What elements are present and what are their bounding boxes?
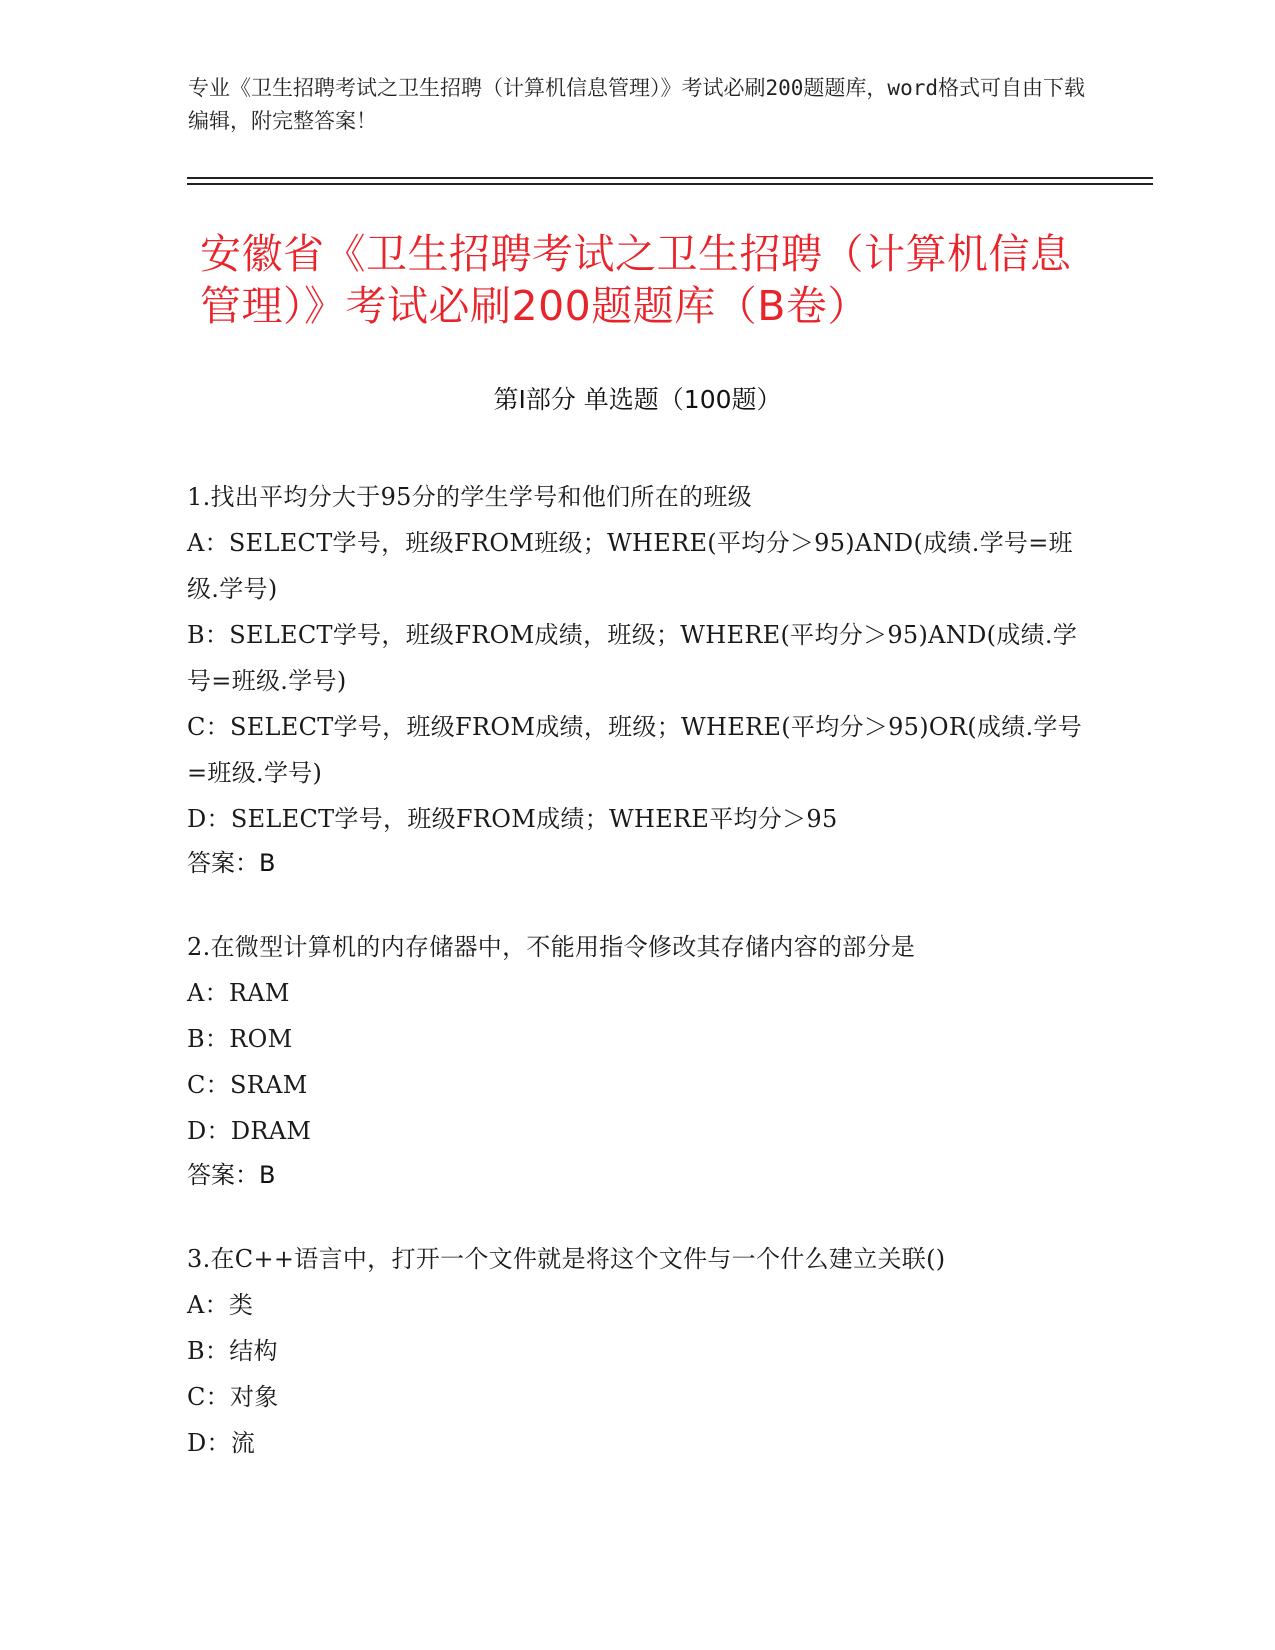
answer-line: 答案：B xyxy=(187,849,276,877)
option-a: A：SELECT学号，班级FROM班级；WHERE(平均分＞95)AND(成绩.学号=班级.学号) xyxy=(187,529,1073,603)
option-d: D：流 xyxy=(187,1429,256,1457)
question-1 xyxy=(187,474,1087,884)
answer-line: 答案：B xyxy=(187,1161,276,1189)
option-b: B：结构 xyxy=(187,1337,278,1365)
header-divider-top xyxy=(187,177,1153,179)
option-a: A：类 xyxy=(187,1291,254,1319)
question-3 xyxy=(187,1236,1087,1466)
question-text: 2.在微型计算机的内存储器中，不能用指令修改其存储内容的部分是 xyxy=(187,933,916,961)
option-c: C：SELECT学号，班级FROM成绩，班级；WHERE(平均分＞95)OR(成绩.学号=班级.学号) xyxy=(187,713,1083,787)
option-d: D：SELECT学号，班级FROM成绩；WHERE平均分＞95 xyxy=(187,805,838,833)
question-text: 1.找出平均分大于95分的学生学号和他们所在的班级 xyxy=(187,483,752,511)
option-b: B：ROM xyxy=(187,1025,293,1053)
question-text: 3.在C++语言中，打开一个文件就是将这个文件与一个什么建立关联() xyxy=(187,1245,946,1273)
option-c: C：对象 xyxy=(187,1383,279,1411)
header-note: 专业《卫生招聘考试之卫生招聘（计算机信息管理）》考试必刷200题题库，word格式可自由下载编辑，附完整答案！ xyxy=(188,76,1085,133)
option-a: A：RAM xyxy=(187,979,290,1007)
section-title: 第Ⅰ部分 单选题（100题） xyxy=(493,385,782,414)
option-b: B：SELECT学号，班级FROM成绩，班级；WHERE(平均分＞95)AND(成绩.学号=班级.学号) xyxy=(187,621,1078,695)
option-d: D：DRAM xyxy=(187,1117,312,1145)
option-c: C：SRAM xyxy=(187,1071,308,1099)
header-divider-bottom xyxy=(187,183,1153,185)
question-2 xyxy=(187,924,1087,1196)
question-list xyxy=(187,474,1087,1506)
document-title: 安徽省《卫生招聘考试之卫生招聘（计算机信息管理）》考试必刷200题题库（B卷） xyxy=(200,230,1072,330)
